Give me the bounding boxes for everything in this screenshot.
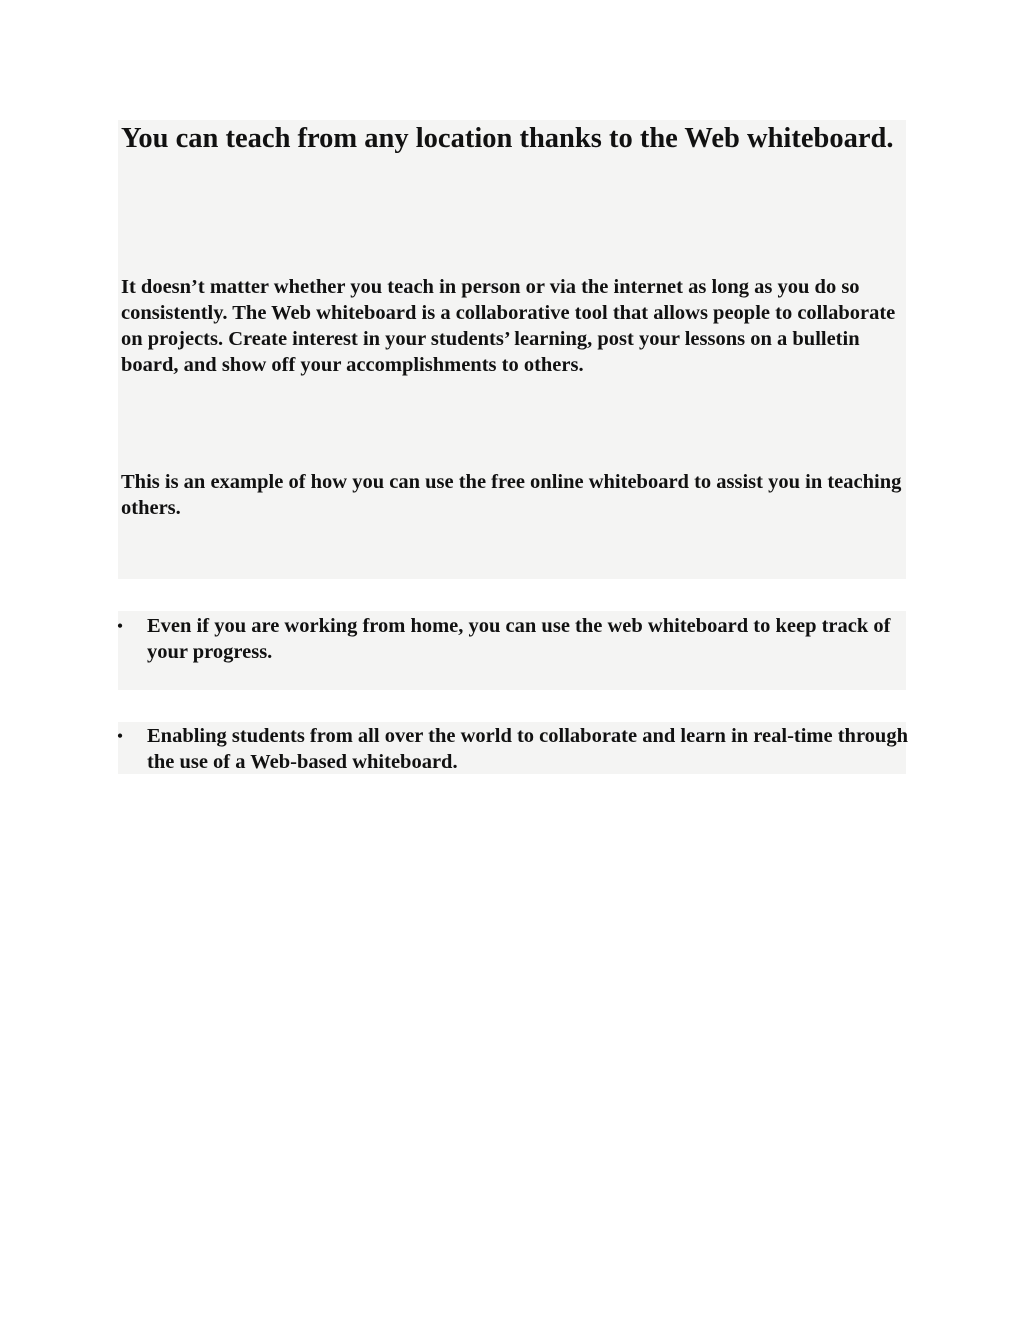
list-item-text: Even if you are working from home, you can use the web whiteboard to keep track of your progress. bbox=[147, 615, 891, 663]
paragraph-example: This is an example of how you can use the free online whiteboard to assist you in teaching others. bbox=[121, 471, 902, 519]
page-heading: You can teach from any location thanks to the Web whiteboard. bbox=[121, 123, 894, 154]
bullet-icon: • bbox=[116, 726, 124, 746]
list-item-text: Enabling students from all over the world to collaborate and learn in real-time through the use of a Web-based whiteboard. bbox=[147, 725, 908, 773]
paragraph-intro: It doesn’t matter whether you teach in person or via the internet as long as you do so consistently. The Web whiteboard is a collaborative tool that allows people to collaborate on projects. Create interest in your students’ learning, post your lessons on a bulletin board, and show off your accomplishments to others. bbox=[121, 276, 896, 376]
bullet-icon: • bbox=[116, 616, 124, 636]
